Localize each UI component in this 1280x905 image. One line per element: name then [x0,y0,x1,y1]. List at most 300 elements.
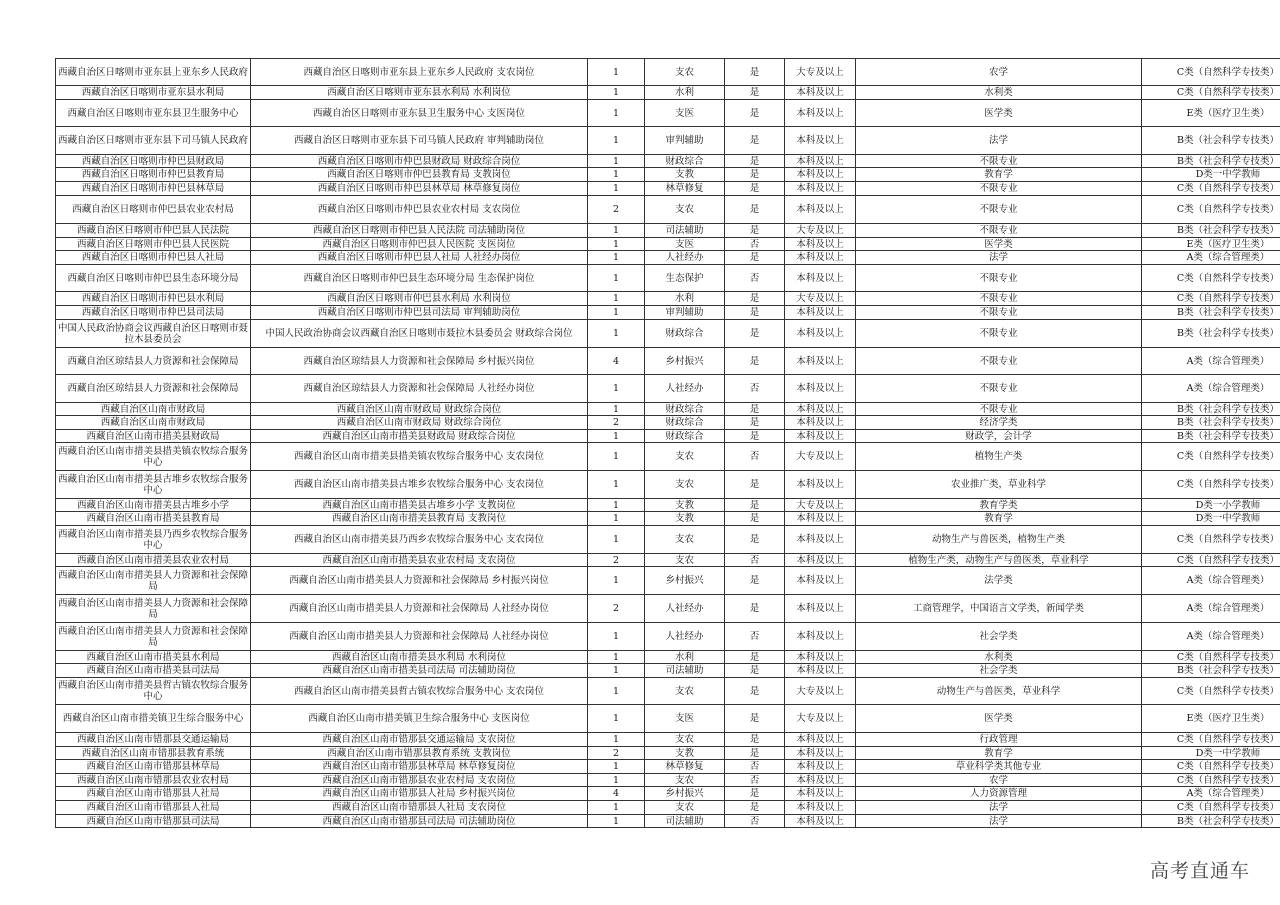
headcount-cell: 1 [588,292,645,306]
position-cell: 西藏自治区山南市错那县交通运输局 支农岗位 [251,733,588,747]
major-cell: 不限专业 [856,196,1142,224]
table-row [56,155,1280,168]
table-row [56,265,1280,292]
position-cell: 西藏自治区山南市措美县人力资源和社会保障局 人社经办岗位 [251,595,588,623]
flag-cell: 是 [725,499,785,512]
employer-cell: 西藏自治区山南市措美县水利局 [56,651,251,664]
flag-cell: 否 [725,238,785,251]
post-type-cell: 支教 [645,512,725,526]
headcount-cell: 2 [588,595,645,623]
employer-cell: 西藏自治区日喀则市仲巴县教育局 [56,168,251,182]
flag-cell: 是 [725,292,785,306]
education-cell: 本科及以上 [785,801,856,815]
category-cell: B类（社会科学专技类） [1142,416,1280,430]
major-cell: 行政管理 [856,733,1142,747]
post-type-cell: 人社经办 [645,375,725,403]
table-row [56,760,1280,774]
flag-cell: 是 [725,86,785,100]
post-type-cell: 审判辅助 [645,127,725,155]
table-row [56,375,1280,403]
education-cell: 本科及以上 [785,595,856,623]
major-cell: 不限专业 [856,292,1142,306]
post-type-cell: 乡村振兴 [645,787,725,801]
watermark-text: 高考直通车 [1149,860,1250,882]
headcount-cell: 1 [588,224,645,238]
education-cell: 本科及以上 [785,265,856,292]
position-cell: 西藏自治区山南市措美县人力资源和社会保障局 乡村振兴岗位 [251,567,588,595]
headcount-cell: 1 [588,86,645,100]
post-type-cell: 支农 [645,526,725,554]
education-cell: 大专及以上 [785,59,856,86]
education-cell: 本科及以上 [785,651,856,664]
flag-cell: 是 [725,651,785,664]
education-cell: 本科及以上 [785,787,856,801]
category-cell: A类（综合管理类） [1142,567,1280,595]
category-cell: B类（社会科学专技类） [1142,155,1280,168]
major-cell: 动物生产与兽医类，植物生产类 [856,526,1142,554]
table-row [56,623,1280,651]
table-row [56,238,1280,251]
post-type-cell: 水利 [645,651,725,664]
major-cell: 教育学 [856,512,1142,526]
table-row [56,499,1280,512]
flag-cell: 是 [725,526,785,554]
education-cell: 大专及以上 [785,678,856,705]
flag-cell: 是 [725,747,785,760]
flag-cell: 否 [725,375,785,403]
headcount-cell: 1 [588,155,645,168]
flag-cell: 是 [725,348,785,375]
table-row [56,168,1280,182]
flag-cell: 是 [725,471,785,499]
position-cell: 西藏自治区山南市措美县水利局 水利岗位 [251,651,588,664]
employer-cell: 西藏自治区山南市错那县人社局 [56,787,251,801]
education-cell: 本科及以上 [785,320,856,348]
category-cell: C类（自然科学专技类） [1142,443,1280,471]
category-cell: A类（综合管理类） [1142,348,1280,375]
major-cell: 不限专业 [856,375,1142,403]
category-cell: C类（自然科学专技类） [1142,265,1280,292]
major-cell: 教育学 [856,168,1142,182]
headcount-cell: 1 [588,375,645,403]
category-cell: C类（自然科学专技类） [1142,182,1280,196]
position-cell: 西藏自治区日喀则市仲巴县水利局 水利岗位 [251,292,588,306]
flag-cell: 是 [725,664,785,678]
employer-cell: 西藏自治区日喀则市亚东县下司马镇人民政府 [56,127,251,155]
post-type-cell: 支教 [645,747,725,760]
category-cell: D类一小学教师 [1142,499,1280,512]
major-cell: 社会学类 [856,664,1142,678]
headcount-cell: 1 [588,623,645,651]
position-cell: 西藏自治区山南市错那县司法局 司法辅助岗位 [251,815,588,828]
major-cell: 不限专业 [856,224,1142,238]
table-row [56,224,1280,238]
headcount-cell: 1 [588,430,645,443]
position-cell: 西藏自治区山南市措美县措美镇农牧综合服务中心 支农岗位 [251,443,588,471]
major-cell: 经济学类 [856,416,1142,430]
education-cell: 本科及以上 [785,127,856,155]
employer-cell: 西藏自治区山南市措美县司法局 [56,664,251,678]
table-row [56,733,1280,747]
category-cell: D类一中学教师 [1142,747,1280,760]
post-type-cell: 财政综合 [645,403,725,416]
education-cell: 本科及以上 [785,306,856,320]
education-cell: 大专及以上 [785,705,856,733]
headcount-cell: 1 [588,443,645,471]
table-row [56,526,1280,554]
education-cell: 本科及以上 [785,512,856,526]
major-cell: 法学 [856,815,1142,828]
major-cell: 农学 [856,59,1142,86]
major-cell: 不限专业 [856,403,1142,416]
table-row [56,651,1280,664]
post-type-cell: 人社经办 [645,595,725,623]
headcount-cell: 1 [588,127,645,155]
employer-cell: 中国人民政治协商会议西藏自治区日喀则市聂拉木县委员会 [56,320,251,348]
headcount-cell: 4 [588,348,645,375]
major-cell: 社会学类 [856,623,1142,651]
employer-cell: 西藏自治区琼结县人力资源和社会保障局 [56,348,251,375]
flag-cell: 是 [725,430,785,443]
education-cell: 本科及以上 [785,182,856,196]
position-cell: 西藏自治区日喀则市亚东县上亚东乡人民政府 支农岗位 [251,59,588,86]
flag-cell: 是 [725,182,785,196]
education-cell: 本科及以上 [785,348,856,375]
education-cell: 本科及以上 [785,430,856,443]
flag-cell: 是 [725,595,785,623]
table-row [56,512,1280,526]
education-cell: 本科及以上 [785,100,856,127]
major-cell: 植物生产类 [856,443,1142,471]
table-body [56,59,1280,828]
flag-cell: 是 [725,403,785,416]
table-row [56,196,1280,224]
position-cell: 西藏自治区山南市财政局 财政综合岗位 [251,403,588,416]
table-row [56,801,1280,815]
category-cell: E类（医疗卫生类） [1142,100,1280,127]
category-cell: B类（社会科学专技类） [1142,224,1280,238]
education-cell: 本科及以上 [785,526,856,554]
table-row [56,787,1280,801]
category-cell: E类（医疗卫生类） [1142,705,1280,733]
table-row [56,443,1280,471]
table-row [56,251,1280,265]
post-type-cell: 支农 [645,801,725,815]
major-cell: 农学 [856,774,1142,787]
post-type-cell: 支农 [645,471,725,499]
position-cell: 西藏自治区山南市措美镇卫生综合服务中心 支医岗位 [251,705,588,733]
major-cell: 法学 [856,251,1142,265]
headcount-cell: 1 [588,526,645,554]
education-cell: 本科及以上 [785,403,856,416]
category-cell: C类（自然科学专技类） [1142,292,1280,306]
post-type-cell: 支农 [645,443,725,471]
category-cell: C类（自然科学专技类） [1142,678,1280,705]
employer-cell: 西藏自治区山南市错那县林草局 [56,760,251,774]
education-cell: 本科及以上 [785,554,856,567]
flag-cell: 是 [725,320,785,348]
major-cell: 不限专业 [856,306,1142,320]
headcount-cell: 1 [588,59,645,86]
education-cell: 本科及以上 [785,155,856,168]
employer-cell: 西藏自治区日喀则市亚东县卫生服务中心 [56,100,251,127]
post-type-cell: 支教 [645,168,725,182]
category-cell: C类（自然科学专技类） [1142,196,1280,224]
flag-cell: 是 [725,155,785,168]
position-cell: 西藏自治区山南市错那县农业农村局 支农岗位 [251,774,588,787]
table-row [56,100,1280,127]
table-row [56,595,1280,623]
table-row [56,664,1280,678]
flag-cell: 否 [725,265,785,292]
post-type-cell: 人社经办 [645,623,725,651]
employer-cell: 西藏自治区山南市错那县司法局 [56,815,251,828]
headcount-cell: 1 [588,238,645,251]
major-cell: 法学类 [856,567,1142,595]
category-cell: C类（自然科学专技类） [1142,760,1280,774]
job-position-table-sheet [55,58,1280,828]
headcount-cell: 2 [588,554,645,567]
table-row [56,747,1280,760]
major-cell: 不限专业 [856,265,1142,292]
position-cell: 西藏自治区日喀则市仲巴县人民法院 司法辅助岗位 [251,224,588,238]
post-type-cell: 财政综合 [645,430,725,443]
education-cell: 本科及以上 [785,664,856,678]
category-cell: C类（自然科学专技类） [1142,651,1280,664]
education-cell: 大专及以上 [785,443,856,471]
headcount-cell: 1 [588,774,645,787]
position-cell: 西藏自治区山南市错那县林草局 林草修复岗位 [251,760,588,774]
education-cell: 本科及以上 [785,567,856,595]
major-cell: 财政学，会计学 [856,430,1142,443]
flag-cell: 否 [725,443,785,471]
category-cell: C类（自然科学专技类） [1142,59,1280,86]
major-cell: 教育学 [856,747,1142,760]
position-cell: 西藏自治区日喀则市仲巴县教育局 支教岗位 [251,168,588,182]
headcount-cell: 1 [588,306,645,320]
table-row [56,182,1280,196]
post-type-cell: 支农 [645,678,725,705]
major-cell: 水利类 [856,651,1142,664]
employer-cell: 西藏自治区日喀则市仲巴县司法局 [56,306,251,320]
education-cell: 本科及以上 [785,760,856,774]
major-cell: 法学 [856,127,1142,155]
headcount-cell: 1 [588,651,645,664]
headcount-cell: 1 [588,567,645,595]
category-cell: A类（综合管理类） [1142,595,1280,623]
table-row [56,306,1280,320]
table-row [56,348,1280,375]
headcount-cell: 1 [588,100,645,127]
major-cell: 医学类 [856,705,1142,733]
position-cell: 西藏自治区山南市措美县人力资源和社会保障局 人社经办岗位 [251,623,588,651]
major-cell: 草业科学类其他专业 [856,760,1142,774]
headcount-cell: 1 [588,512,645,526]
post-type-cell: 支农 [645,774,725,787]
major-cell: 教育学类 [856,499,1142,512]
category-cell: B类（社会科学专技类） [1142,815,1280,828]
position-cell: 西藏自治区山南市措美县古堆乡农牧综合服务中心 支农岗位 [251,471,588,499]
employer-cell: 西藏自治区山南市措美县人力资源和社会保障局 [56,623,251,651]
position-cell: 西藏自治区山南市错那县人社局 支农岗位 [251,801,588,815]
post-type-cell: 支医 [645,100,725,127]
employer-cell: 西藏自治区山南市措美县措美镇农牧综合服务中心 [56,443,251,471]
flag-cell: 是 [725,168,785,182]
major-cell: 医学类 [856,100,1142,127]
education-cell: 本科及以上 [785,733,856,747]
education-cell: 本科及以上 [785,251,856,265]
category-cell: A类（综合管理类） [1142,251,1280,265]
category-cell: B类（社会科学专技类） [1142,430,1280,443]
employer-cell: 西藏自治区日喀则市仲巴县水利局 [56,292,251,306]
education-cell: 本科及以上 [785,623,856,651]
employer-cell: 西藏自治区日喀则市仲巴县财政局 [56,155,251,168]
employer-cell: 西藏自治区日喀则市仲巴县农业农村局 [56,196,251,224]
category-cell: B类（社会科学专技类） [1142,306,1280,320]
post-type-cell: 支医 [645,705,725,733]
major-cell: 医学类 [856,238,1142,251]
headcount-cell: 1 [588,678,645,705]
position-cell: 西藏自治区日喀则市仲巴县生态环境分局 生态保护岗位 [251,265,588,292]
flag-cell: 否 [725,815,785,828]
headcount-cell: 4 [588,787,645,801]
table-row [56,59,1280,86]
flag-cell: 是 [725,416,785,430]
post-type-cell: 林草修复 [645,182,725,196]
table-row [56,86,1280,100]
post-type-cell: 支农 [645,554,725,567]
table-row [56,678,1280,705]
position-cell: 西藏自治区山南市财政局 财政综合岗位 [251,416,588,430]
post-type-cell: 人社经办 [645,251,725,265]
category-cell: B类（社会科学专技类） [1142,320,1280,348]
employer-cell: 西藏自治区山南市措美县古堆乡小学 [56,499,251,512]
category-cell: C类（自然科学专技类） [1142,471,1280,499]
headcount-cell: 1 [588,320,645,348]
education-cell: 本科及以上 [785,416,856,430]
flag-cell: 是 [725,567,785,595]
education-cell: 本科及以上 [785,86,856,100]
flag-cell: 是 [725,127,785,155]
position-cell: 西藏自治区山南市措美县古堆乡小学 支教岗位 [251,499,588,512]
major-cell: 农业推广类，草业科学 [856,471,1142,499]
position-cell: 中国人民政治协商会议西藏自治区日喀则市聂拉木县委员会 财政综合岗位 [251,320,588,348]
position-cell: 西藏自治区日喀则市仲巴县农业农村局 支农岗位 [251,196,588,224]
category-cell: D类一中学教师 [1142,168,1280,182]
education-cell: 本科及以上 [785,168,856,182]
employer-cell: 西藏自治区山南市措美县古堆乡农牧综合服务中心 [56,471,251,499]
flag-cell: 是 [725,251,785,265]
employer-cell: 西藏自治区日喀则市仲巴县人社局 [56,251,251,265]
headcount-cell: 1 [588,499,645,512]
headcount-cell: 1 [588,265,645,292]
employer-cell: 西藏自治区山南市措美镇卫生综合服务中心 [56,705,251,733]
position-cell: 西藏自治区日喀则市仲巴县司法局 审判辅助岗位 [251,306,588,320]
position-cell: 西藏自治区山南市措美县农业农村局 支农岗位 [251,554,588,567]
position-cell: 西藏自治区山南市错那县人社局 乡村振兴岗位 [251,787,588,801]
position-cell: 西藏自治区日喀则市仲巴县人社局 人社经办岗位 [251,251,588,265]
post-type-cell: 司法辅助 [645,815,725,828]
headcount-cell: 1 [588,471,645,499]
post-type-cell: 支农 [645,196,725,224]
post-type-cell: 支农 [645,59,725,86]
post-type-cell: 林草修复 [645,760,725,774]
table-row [56,416,1280,430]
headcount-cell: 1 [588,801,645,815]
job-position-table [55,58,1280,828]
table-row [56,403,1280,416]
employer-cell: 西藏自治区山南市措美县乃西乡农牧综合服务中心 [56,526,251,554]
headcount-cell: 2 [588,416,645,430]
table-row [56,127,1280,155]
position-cell: 西藏自治区日喀则市仲巴县人民医院 支医岗位 [251,238,588,251]
category-cell: B类（社会科学专技类） [1142,127,1280,155]
category-cell: C类（自然科学专技类） [1142,554,1280,567]
major-cell: 工商管理学，中国语言文学类，新闻学类 [856,595,1142,623]
employer-cell: 西藏自治区山南市财政局 [56,403,251,416]
education-cell: 大专及以上 [785,292,856,306]
flag-cell: 否 [725,623,785,651]
table-row [56,430,1280,443]
category-cell: D类一中学教师 [1142,512,1280,526]
table-row [56,815,1280,828]
post-type-cell: 财政综合 [645,320,725,348]
education-cell: 本科及以上 [785,375,856,403]
major-cell: 动物生产与兽医类，草业科学 [856,678,1142,705]
employer-cell: 西藏自治区山南市措美县人力资源和社会保障局 [56,595,251,623]
table-row [56,320,1280,348]
category-cell: B类（社会科学专技类） [1142,403,1280,416]
employer-cell: 西藏自治区山南市措美县哲古镇农牧综合服务中心 [56,678,251,705]
flag-cell: 是 [725,787,785,801]
flag-cell: 是 [725,705,785,733]
major-cell: 法学 [856,801,1142,815]
employer-cell: 西藏自治区日喀则市亚东县上亚东乡人民政府 [56,59,251,86]
headcount-cell: 1 [588,168,645,182]
employer-cell: 西藏自治区山南市错那县交通运输局 [56,733,251,747]
table-row [56,471,1280,499]
flag-cell: 是 [725,512,785,526]
flag-cell: 是 [725,801,785,815]
employer-cell: 西藏自治区山南市错那县农业农村局 [56,774,251,787]
flag-cell: 是 [725,100,785,127]
position-cell: 西藏自治区山南市措美县乃西乡农牧综合服务中心 支农岗位 [251,526,588,554]
post-type-cell: 支农 [645,733,725,747]
employer-cell: 西藏自治区山南市错那县人社局 [56,801,251,815]
employer-cell: 西藏自治区山南市措美县教育局 [56,512,251,526]
major-cell: 不限专业 [856,320,1142,348]
category-cell: A类（综合管理类） [1142,375,1280,403]
major-cell: 水利类 [856,86,1142,100]
major-cell: 人力资源管理 [856,787,1142,801]
major-cell: 不限专业 [856,182,1142,196]
employer-cell: 西藏自治区山南市措美县人力资源和社会保障局 [56,567,251,595]
headcount-cell: 1 [588,664,645,678]
headcount-cell: 2 [588,196,645,224]
flag-cell: 是 [725,678,785,705]
employer-cell: 西藏自治区山南市措美县农业农村局 [56,554,251,567]
category-cell: C类（自然科学专技类） [1142,86,1280,100]
education-cell: 大专及以上 [785,224,856,238]
category-cell: C类（自然科学专技类） [1142,733,1280,747]
education-cell: 本科及以上 [785,238,856,251]
education-cell: 本科及以上 [785,815,856,828]
table-row [56,554,1280,567]
education-cell: 大专及以上 [785,499,856,512]
major-cell: 不限专业 [856,348,1142,375]
headcount-cell: 1 [588,815,645,828]
post-type-cell: 财政综合 [645,155,725,168]
